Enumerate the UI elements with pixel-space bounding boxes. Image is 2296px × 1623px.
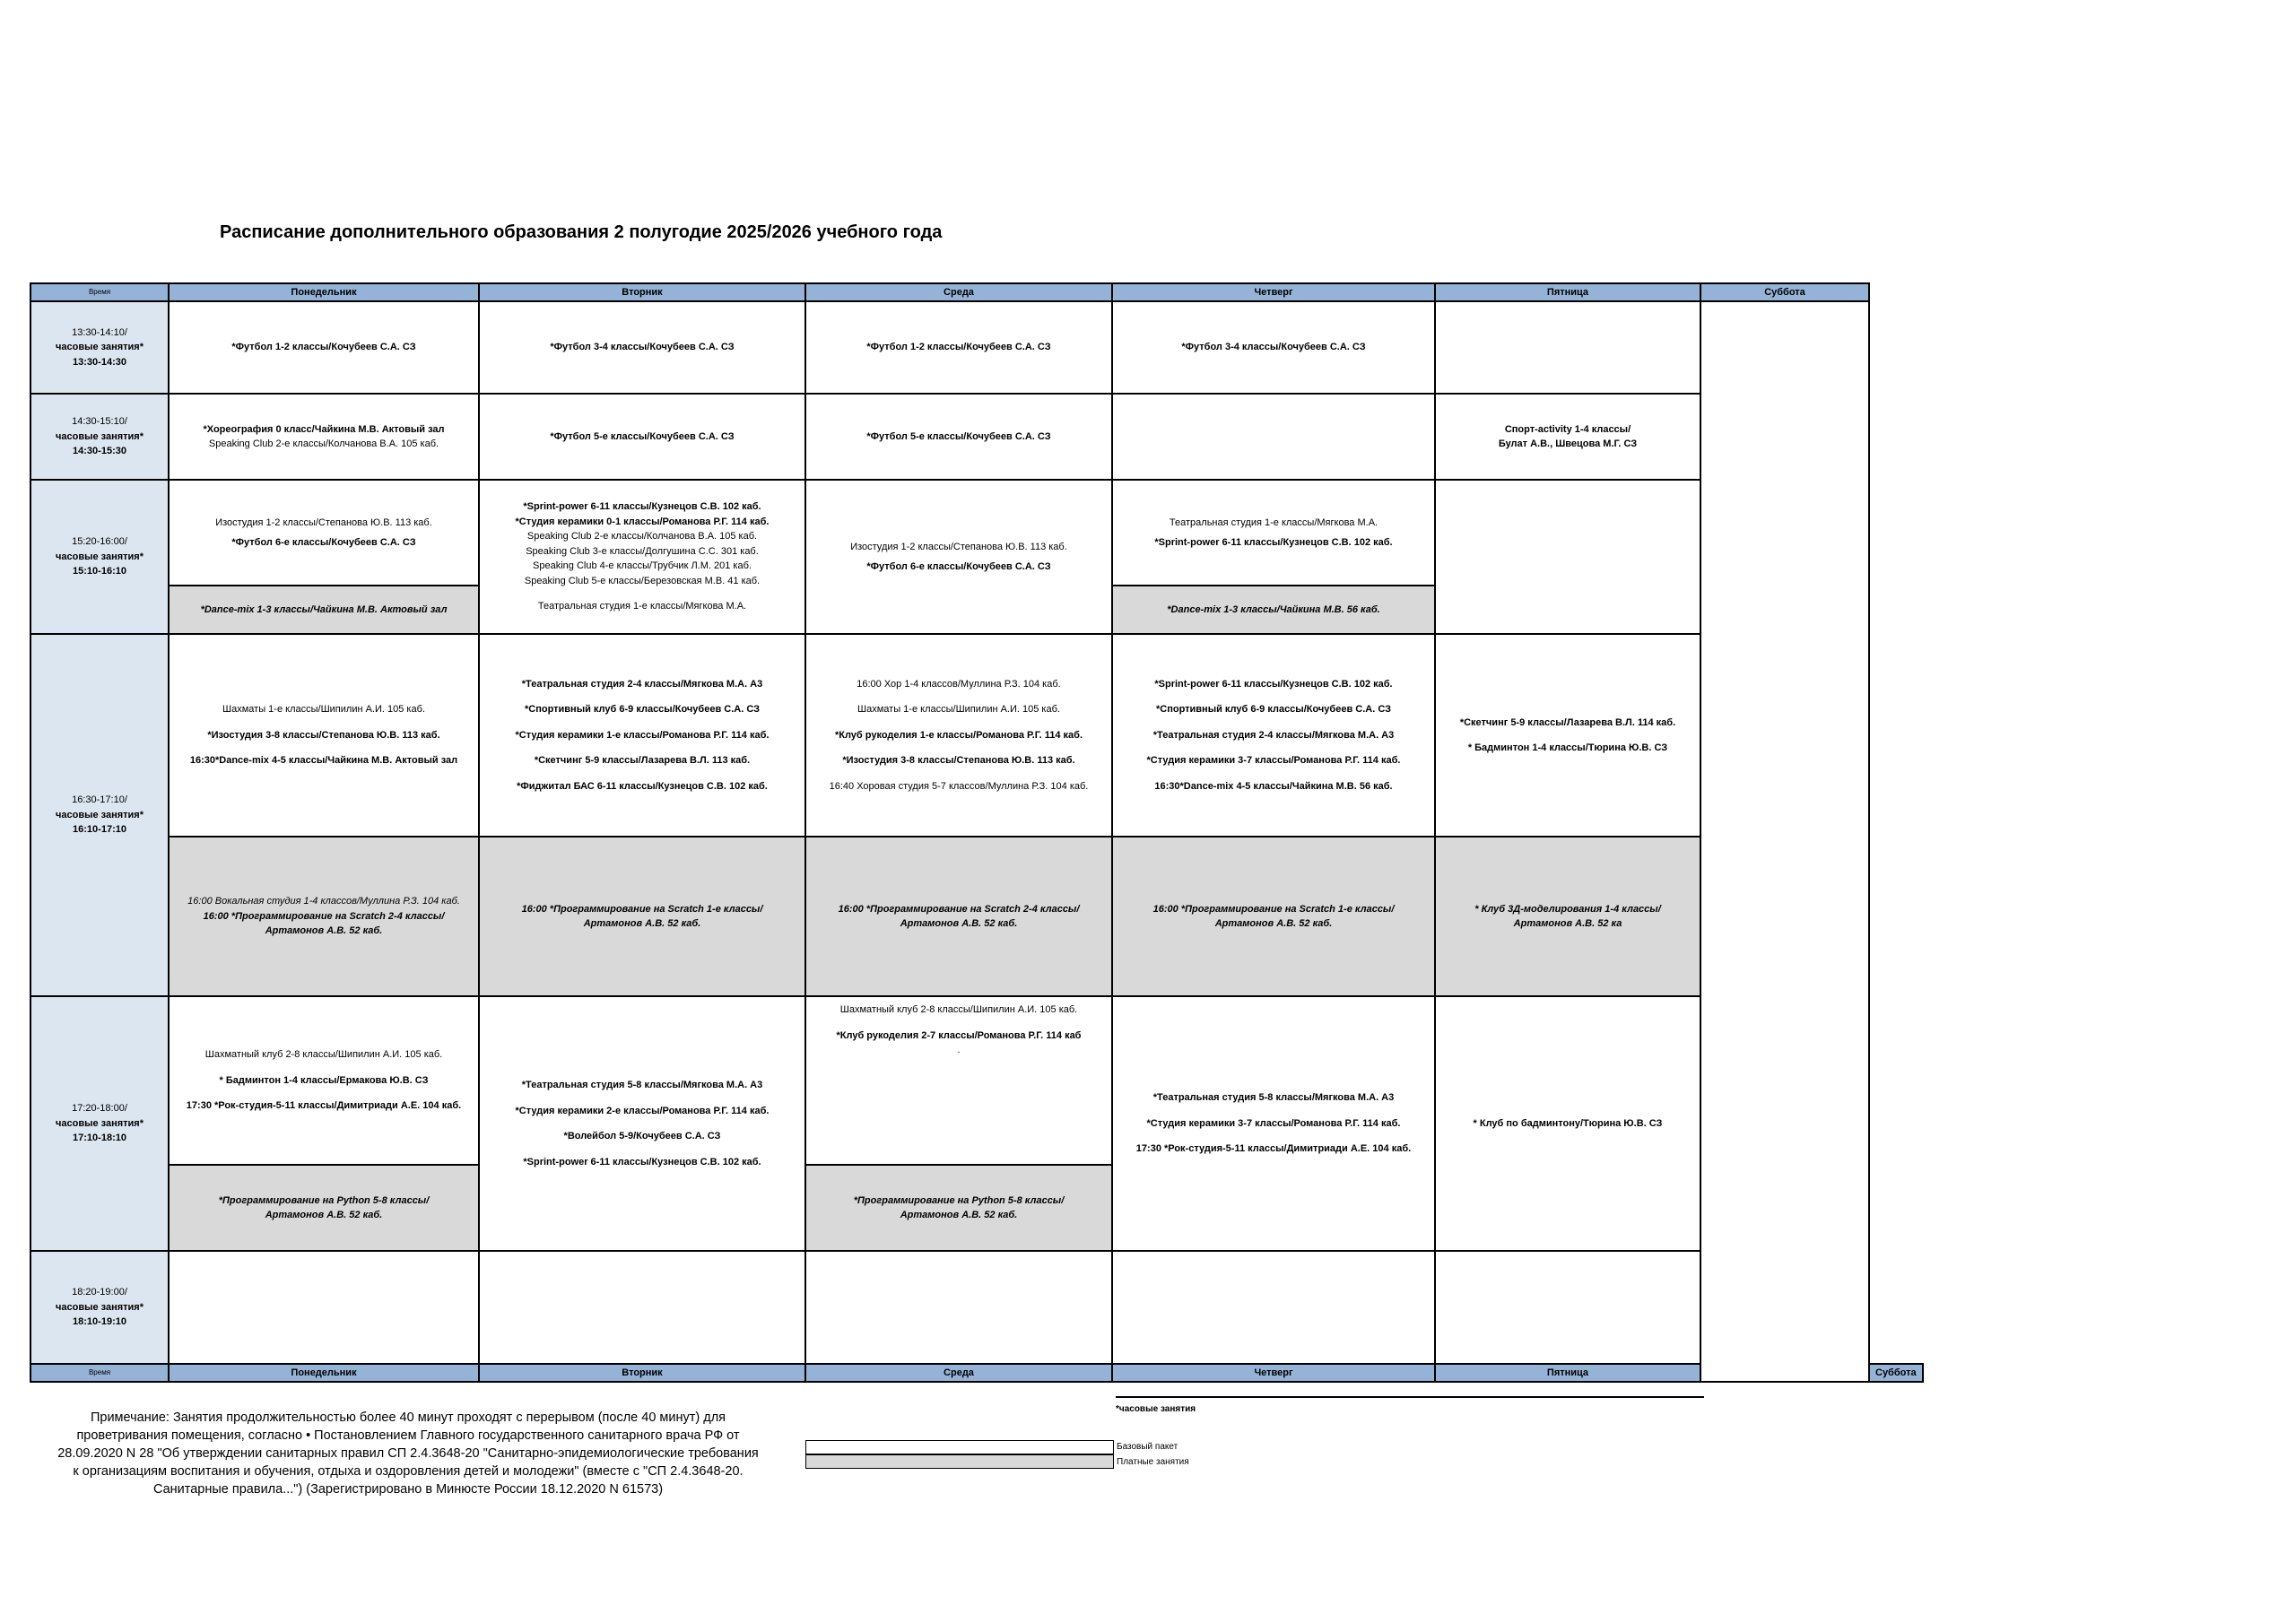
class-entry: 16:00 *Программирование на Scratch 2-4 классы/ <box>203 910 445 922</box>
header-thursday: Четверг <box>1112 1364 1435 1382</box>
class-cell <box>479 480 805 634</box>
class-entry: Speaking Club 5-е классы/Березовская М.В. 41 каб. <box>524 575 761 586</box>
class-cell <box>805 1251 1112 1364</box>
class-cell <box>479 394 805 480</box>
class-entry: 16:00 Хор 1-4 классов/Муллина Р.З. 104 каб. <box>857 678 1061 690</box>
header-saturday: Суббота <box>1869 1364 1923 1382</box>
class-entry: *Театральная студия 2-4 классы/Мягкова М.А. А3 <box>1152 729 1395 741</box>
class-entry: Шахматы 1-е классы/Шипилин А.И. 105 каб. <box>222 704 425 716</box>
page-title: Расписание дополнительного образования 2 полугодие 2025/2026 учебного года <box>220 222 943 242</box>
class-entry: 16:30*Dance-mix 4-5 классы/Чайкина М.В. Актовый зал <box>189 755 458 767</box>
class-entry: *Студия керамики 3-7 классы/Романова Р.Г. 114 каб. <box>1146 1117 1401 1129</box>
header-thursday: Четверг <box>1112 283 1435 301</box>
class-cell <box>1112 996 1435 1251</box>
header-wednesday: Среда <box>805 1364 1112 1382</box>
class-entry: Спорт-activity 1-4 классы/ <box>1504 423 1631 435</box>
class-cell <box>805 480 1112 634</box>
class-entry: *Клуб рукоделия 2-7 классы/Романова Р.Г. 114 каб <box>836 1029 1082 1041</box>
class-entry: Speaking Club 4-е классы/Трубчик Л.М. 201 каб. <box>533 560 752 572</box>
slot-row <box>30 634 1923 837</box>
class-entry: Изостудия 1-2 классы/Степанова Ю.В. 113 каб. <box>850 541 1067 552</box>
class-cell <box>479 301 805 394</box>
class-cell <box>1435 301 1700 394</box>
class-entry: *Изостудия 3-8 классы/Степанова Ю.В. 113 каб. <box>842 755 1075 767</box>
class-entry: 17:30 *Рок-студия-5-11 классы/Димитриади А.Е. 104 каб. <box>186 1100 462 1112</box>
class-entry: *Dance-mix 1-3 классы/Чайкина М.В. Актовый зал <box>200 603 448 615</box>
class-entry: *Программирование на Python 5-8 классы/ <box>853 1194 1065 1206</box>
class-entry: *Футбол 3-4 классы/Кочубеев С.А. СЗ <box>1181 342 1366 353</box>
legend-swatch-paid <box>805 1454 1114 1469</box>
class-entry: *Футбол 1-2 классы/Кочубеев С.А. СЗ <box>866 342 1051 353</box>
paid-class-cell <box>169 586 479 634</box>
time-cell: 17:20-18:00/ часовые занятия* 17:10-18:10 <box>30 996 169 1251</box>
paid-class-cell <box>1112 586 1435 634</box>
footnote: Примечание: Занятия продолжительностью более 40 минут проходят с перерывом (после 40 минут) для проветривания помещения, согласно • Постановлением Главного государственного санитарного врача РФ от 28.09.2020 N 28 "Об утверждении санитарных правил СП 2.4.3648-20 "Санитарно-эпидемиологические требования к организациям воспитания и обучения, отдыха и оздоровления детей и молодежи" (вместе с "СП 2.4.3648-20. Санитарные правила...") (Зарегистрировано в Минюсте России 18.12.2020 N 61573) <box>57 1410 759 1497</box>
time-cell: 14:30-15:10/ часовые занятия* 14:30-15:30 <box>30 394 169 480</box>
class-entry: Театральная студия 1-е классы/Мягкова М.А. <box>1169 516 1378 528</box>
class-cell <box>1112 1251 1435 1364</box>
class-cell <box>479 1251 805 1364</box>
class-entry: *Sprint-power 6-11 классы/Кузнецов С.В. 102 каб. <box>1154 537 1393 548</box>
class-cell <box>169 394 479 480</box>
class-cell <box>1435 1251 1700 1364</box>
class-entry: 16:00 Вокальная студия 1-4 классов/Муллина Р.З. 104 каб. <box>187 896 460 907</box>
class-entry: Булат А.В., Швецова М.Г. СЗ <box>1498 438 1638 449</box>
class-entry: *Спортивный клуб 6-9 классы/Кочубеев С.А. СЗ <box>1155 704 1392 716</box>
class-cell <box>479 996 805 1251</box>
paid-class-cell <box>1112 837 1435 996</box>
class-entry: Артамонов А.В. 52 каб. <box>265 925 383 937</box>
legend-title: *часовые занятия <box>1116 1404 1196 1414</box>
class-entry: *Футбол 5-е классы/Кочубеев С.А. СЗ <box>866 430 1051 442</box>
class-entry: * Клуб по бадминтону/Тюрина Ю.В. СЗ <box>1473 1117 1663 1129</box>
class-cell <box>169 634 479 837</box>
class-entry: 16:00 *Программирование на Scratch 1-е классы/ <box>1152 903 1395 915</box>
class-entry: 16:00 *Программирование на Scratch 2-4 классы/ <box>838 903 1080 915</box>
class-entry: 16:00 *Программирование на Scratch 1-е классы/ <box>521 903 763 915</box>
class-entry: Шахматный клуб 2-8 классы/Шипилин А.И. 105 каб. <box>204 1049 443 1061</box>
class-entry: *Футбол 3-4 классы/Кочубеев С.А. СЗ <box>550 342 735 353</box>
class-cell <box>169 1251 479 1364</box>
class-entry: *Театральная студия 2-4 классы/Мягкова М.А. А3 <box>521 678 763 690</box>
class-cell <box>805 301 1112 394</box>
class-entry: *Футбол 1-2 классы/Кочубеев С.А. СЗ <box>231 342 416 353</box>
slot-row <box>30 996 1923 1165</box>
header-monday: Понедельник <box>169 283 479 301</box>
legend-label-paid: Платные занятия <box>1117 1457 1189 1467</box>
header-time: Время <box>30 283 169 301</box>
time-cell: 15:20-16:00/ часовые занятия* 15:10-16:10 <box>30 480 169 634</box>
class-cell <box>169 480 479 586</box>
class-entry: *Театральная студия 5-8 классы/Мягкова М.А. А3 <box>1152 1092 1395 1104</box>
paid-class-cell <box>169 837 479 996</box>
class-entry: *Sprint-power 6-11 классы/Кузнецов С.В. 102 каб. <box>1154 678 1393 690</box>
class-cell <box>1112 634 1435 837</box>
legend-divider <box>1116 1396 1704 1398</box>
class-entry: *Студия керамики 0-1 классы/Романова Р.Г. 114 каб. <box>515 516 770 527</box>
header-monday: Понедельник <box>169 1364 479 1382</box>
schedule-table <box>30 282 1924 1383</box>
class-entry: *Волейбол 5-9/Кочубеев С.А. СЗ <box>563 1131 721 1141</box>
class-entry: *Sprint-power 6-11 классы/Кузнецов С.В. 102 каб. <box>523 501 761 513</box>
class-cell <box>1435 996 1700 1251</box>
slot-row <box>30 1251 1923 1364</box>
class-entry: *Студия керамики 2-е классы/Романова Р.Г. 114 каб. <box>515 1105 770 1116</box>
class-entry: Артамонов А.В. 52 ка <box>1513 918 1622 929</box>
class-cell <box>1435 634 1700 837</box>
class-entry: Артамонов А.В. 52 каб. <box>583 918 701 929</box>
class-entry: Speaking Club 3-е классы/Долгушина С.С. 301 каб. <box>526 545 759 557</box>
class-cell <box>805 394 1112 480</box>
class-entry: 16:40 Хоровая студия 5-7 классов/Муллина Р.З. 104 каб. <box>829 780 1089 792</box>
class-entry: Артамонов А.В. 52 каб. <box>900 1210 1018 1220</box>
class-entry: Изостудия 1-2 классы/Степанова Ю.В. 113 каб. <box>215 516 432 528</box>
class-cell <box>1435 394 1700 480</box>
legend-label-base: Базовый пакет <box>1117 1442 1178 1452</box>
header-wednesday: Среда <box>805 283 1112 301</box>
class-entry: *Программирование на Python 5-8 классы/ <box>218 1194 430 1206</box>
class-entry: Артамонов А.В. 52 каб. <box>1214 918 1333 929</box>
header-tuesday: Вторник <box>479 283 805 301</box>
class-cell <box>805 634 1112 837</box>
time-cell: 13:30-14:10/ часовые занятия* 13:30-14:30 <box>30 301 169 394</box>
class-entry: * Бадминтон 1-4 классы/Ермакова Ю.В. СЗ <box>219 1074 429 1086</box>
class-entry: *Футбол 6-е классы/Кочубеев С.А. СЗ <box>866 561 1051 572</box>
class-entry: Артамонов А.В. 52 каб. <box>265 1210 383 1220</box>
time-cell: 18:20-19:00/ часовые занятия* 18:10-19:10 <box>30 1251 169 1364</box>
class-entry: *Студия керамики 1-е классы/Романова Р.Г. 114 каб. <box>515 729 770 741</box>
paid-class-cell <box>805 837 1112 996</box>
class-entry: . <box>957 1045 961 1055</box>
class-entry: *Футбол 6-е классы/Кочубеев С.А. СЗ <box>231 537 416 548</box>
class-entry: *Спортивный клуб 6-9 классы/Кочубеев С.А. СЗ <box>524 704 761 716</box>
class-entry: * Бадминтон 1-4 классы/Тюрина Ю.В. СЗ <box>1467 742 1668 753</box>
header-tuesday: Вторник <box>479 1364 805 1382</box>
class-entry: *Dance-mix 1-3 классы/Чайкина М.В. 56 каб. <box>1167 603 1380 615</box>
class-entry: Speaking Club 2-е классы/Колчанова В.А. 105 каб. <box>208 438 439 449</box>
slot-row <box>30 394 1923 480</box>
header-row-top <box>30 283 1923 301</box>
class-entry: *Студия керамики 3-7 классы/Романова Р.Г. 114 каб. <box>1146 755 1401 767</box>
class-entry: *Хореография 0 класс/Чайкина М.В. Актовый зал <box>203 423 445 435</box>
class-entry: Speaking Club 2-е классы/Колчанова В.А. 105 каб. <box>526 531 758 542</box>
class-entry: Артамонов А.В. 52 каб. <box>900 918 1018 929</box>
class-entry: Театральная студия 1-е классы/Мягкова М.А. <box>537 601 747 612</box>
slot-row-paid <box>30 837 1923 996</box>
header-saturday: Суббота <box>1700 283 1869 301</box>
paid-class-cell <box>1435 837 1700 996</box>
class-entry: *Скетчинг 5-9 классы/Лазарева В.Л. 114 каб. <box>1459 716 1676 728</box>
class-cell <box>169 996 479 1165</box>
paid-class-cell <box>169 1165 479 1251</box>
class-cell <box>1435 480 1700 634</box>
class-cell <box>1112 394 1435 480</box>
class-entry: *Изостудия 3-8 классы/Степанова Ю.В. 113 каб. <box>207 729 440 741</box>
class-cell <box>479 634 805 837</box>
class-entry: 16:30*Dance-mix 4-5 классы/Чайкина М.В. 56 каб. <box>1154 780 1393 792</box>
class-cell <box>805 996 1112 1165</box>
paid-class-cell <box>805 1165 1112 1251</box>
class-entry: *Футбол 5-е классы/Кочубеев С.А. СЗ <box>550 430 735 442</box>
class-entry: 17:30 *Рок-студия-5-11 классы/Димитриади А.Е. 104 каб. <box>1135 1143 1412 1155</box>
saturday-column <box>1700 301 1869 1382</box>
class-entry: *Фиджитал БАС 6-11 классы/Кузнецов С.В. 102 каб. <box>517 780 768 792</box>
class-entry: * Клуб 3Д-моделирования 1-4 классы/ <box>1474 903 1661 915</box>
header-friday: Пятница <box>1435 283 1700 301</box>
class-entry: Шахматный клуб 2-8 классы/Шипилин А.И. 105 каб. <box>839 1004 1078 1015</box>
class-cell <box>169 301 479 394</box>
paid-class-cell <box>479 837 805 996</box>
header-row-bottom <box>30 1364 1923 1382</box>
class-entry: *Sprint-power 6-11 классы/Кузнецов С.В. 102 каб. <box>523 1156 761 1167</box>
legend-swatch-base <box>805 1440 1114 1454</box>
class-entry: *Скетчинг 5-9 классы/Лазарева В.Л. 113 каб. <box>534 755 751 767</box>
class-cell <box>1112 480 1435 586</box>
time-cell: 16:30-17:10/ часовые занятия* 16:10-17:10 <box>30 634 169 996</box>
header-time: Время <box>30 1364 169 1382</box>
header-friday: Пятница <box>1435 1364 1700 1382</box>
slot-row <box>30 480 1923 586</box>
class-entry: *Театральная студия 5-8 классы/Мягкова М.А. А3 <box>521 1080 763 1090</box>
class-entry: Шахматы 1-е классы/Шипилин А.И. 105 каб. <box>857 704 1060 716</box>
slot-row <box>30 301 1923 394</box>
class-cell <box>1112 301 1435 394</box>
class-entry: *Клуб рукоделия 1-е классы/Романова Р.Г. 114 каб. <box>834 729 1083 741</box>
